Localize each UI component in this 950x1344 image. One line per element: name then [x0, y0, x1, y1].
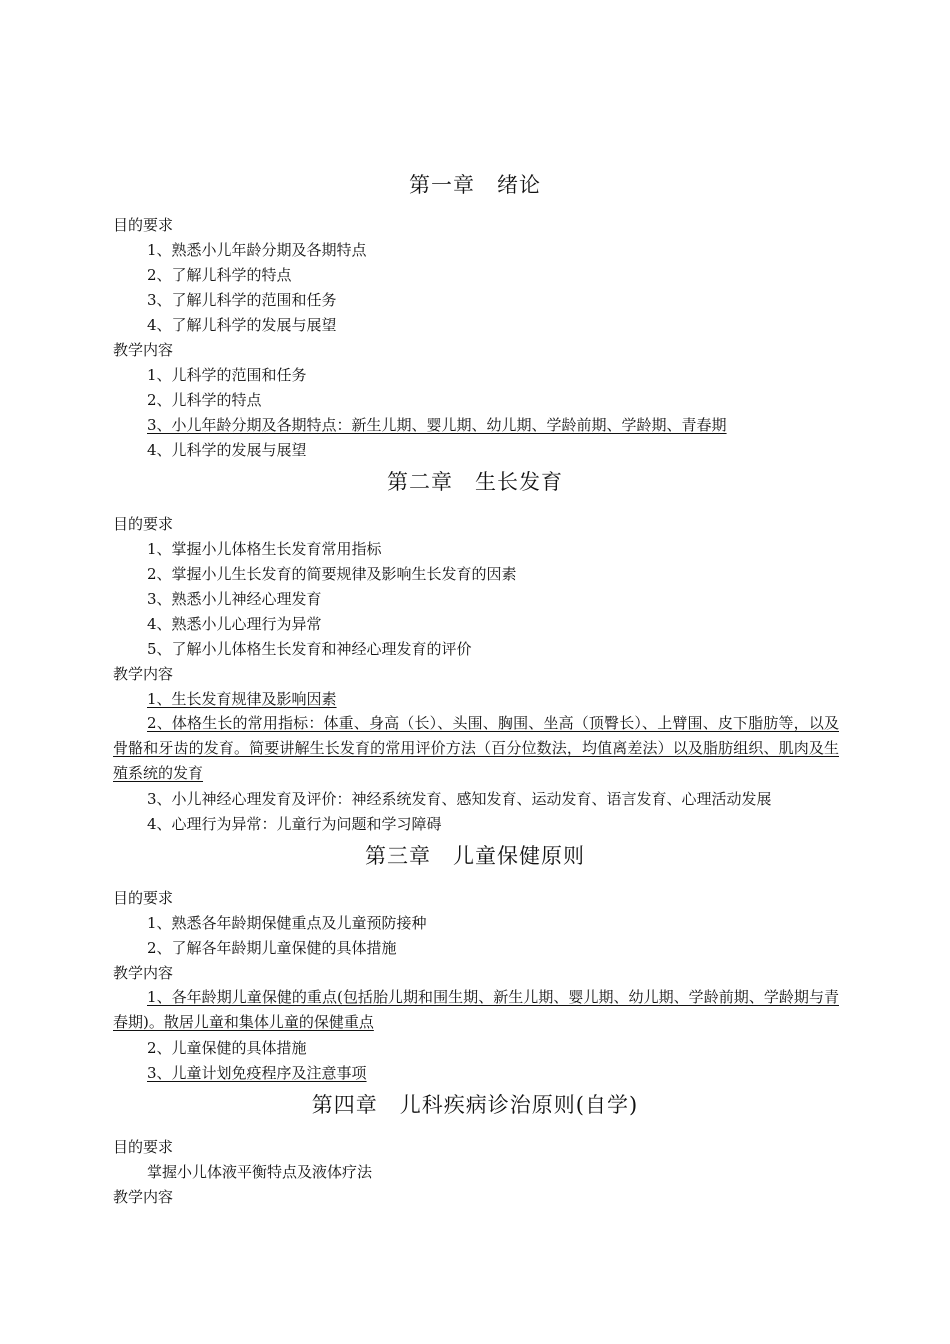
chapter-3-goal-item: 2、了解各年龄期儿童保健的具体措施	[147, 939, 397, 957]
chapter-1-goals-label: 目的要求	[113, 216, 174, 234]
chapter-4-goal-item: 掌握小儿体液平衡特点及液体疗法	[147, 1163, 373, 1181]
chapter-3-content-item: 2、儿童保健的具体措施	[147, 1039, 307, 1057]
chapter-2-content-label: 教学内容	[113, 665, 174, 683]
chapter-2-content-item: 3、小儿神经心理发育及评价：神经系统发育、感知发育、运动发育、语言发育、心理活动发展	[147, 790, 772, 808]
chapter-2-goal-item: 2、掌握小儿生长发育的简要规律及影响生长发育的因素	[147, 565, 517, 583]
chapter-3-goal-item: 1、熟悉各年龄期保健重点及儿童预防接种	[147, 914, 427, 932]
chapter-4-content-label: 教学内容	[113, 1188, 174, 1206]
chapter-1-content-item: 4、儿科学的发展与展望	[147, 441, 307, 459]
chapter-4-title: 第四章 儿科疾病诊治原则(自学)	[311, 1093, 639, 1117]
chapter-1-title: 第一章 绪论	[409, 173, 541, 197]
chapter-1-goal-item: 4、了解儿科学的发展与展望	[147, 316, 337, 334]
chapter-2-goal-item: 5、了解小儿体格生长发育和神经心理发育的评价	[147, 640, 472, 658]
chapter-2-goals-label: 目的要求	[113, 515, 174, 533]
chapter-3-content-paragraph-text: 1、各年龄期儿童保健的重点(包括胎儿期和围生期、新生儿期、婴儿期、幼儿期、学龄前期、学龄期与青春期)。散居儿童和集体儿童的保健重点	[113, 988, 839, 1031]
chapter-3-content-label: 教学内容	[113, 964, 174, 982]
chapter-2-goal-item: 4、熟悉小儿心理行为异常	[147, 615, 322, 633]
chapter-1-content-item-underlined: 3、小儿年龄分期及各期特点：新生儿期、婴儿期、幼儿期、学龄前期、学龄期、青春期	[147, 416, 727, 434]
chapter-1-goal-item: 1、熟悉小儿年龄分期及各期特点	[147, 241, 367, 259]
chapter-1-goal-item: 3、了解儿科学的范围和任务	[147, 291, 337, 309]
chapter-2-content-paragraph-text: 2、体格生长的常用指标：体重、身高（长）、头围、胸围、坐高（顶臀长）、上臂围、皮下脂肪等，以及骨骼和牙齿的发育。简要讲解生长发育的常用评价方法（百分位数法，均值离差法）以及脂肪组织、肌肉及生殖系统的发育	[113, 714, 839, 782]
chapter-4-goals-label: 目的要求	[113, 1138, 174, 1156]
chapter-3-title: 第三章 儿童保健原则	[365, 844, 585, 868]
chapter-3-goals-label: 目的要求	[113, 889, 174, 907]
chapter-1-content-item: 1、儿科学的范围和任务	[147, 366, 307, 384]
chapter-1-content-label: 教学内容	[113, 341, 174, 359]
chapter-2-content-paragraph-underlined	[113, 711, 839, 786]
chapter-3-content-item-underlined: 3、儿童计划免疫程序及注意事项	[147, 1064, 367, 1082]
chapter-1-content-item: 2、儿科学的特点	[147, 391, 262, 409]
chapter-2-content-item-underlined: 1、生长发育规律及影响因素	[147, 690, 337, 708]
chapter-2-title: 第二章 生长发育	[387, 470, 563, 494]
chapter-2-goal-item: 3、熟悉小儿神经心理发育	[147, 590, 322, 608]
chapter-2-goal-item: 1、掌握小儿体格生长发育常用指标	[147, 540, 382, 558]
chapter-1-goal-item: 2、了解儿科学的特点	[147, 266, 292, 284]
chapter-3-content-paragraph-underlined	[113, 985, 839, 1035]
chapter-2-content-item: 4、心理行为异常：儿童行为问题和学习障碍	[147, 815, 442, 833]
